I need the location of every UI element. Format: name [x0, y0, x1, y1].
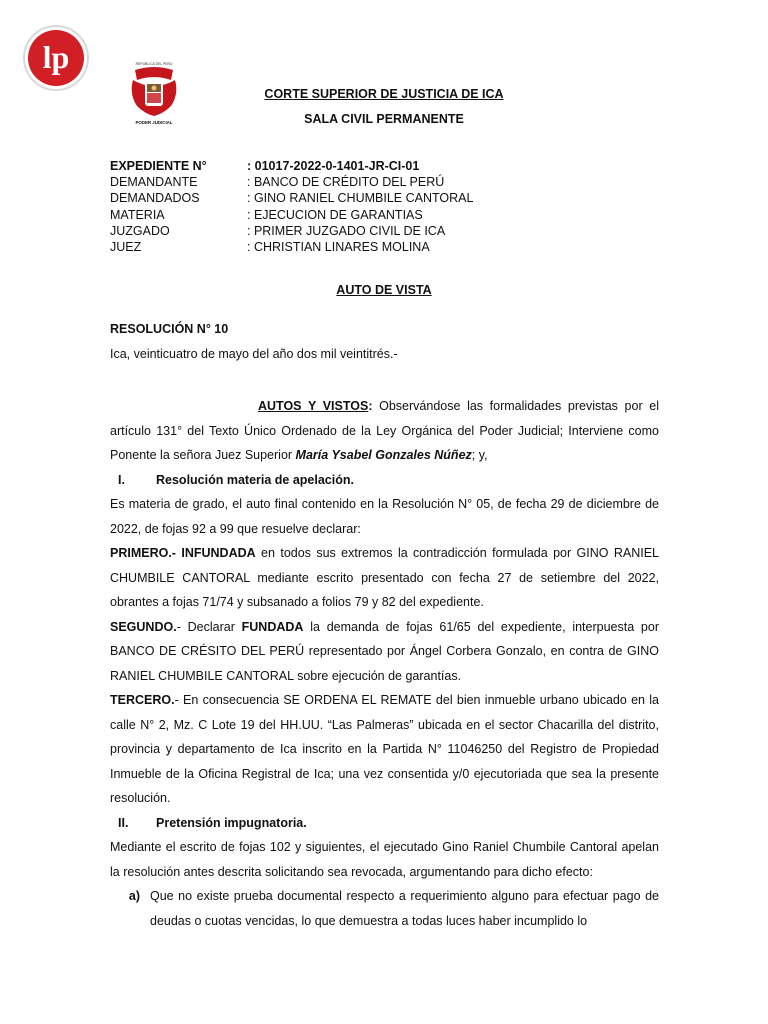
lp-logo-icon	[22, 24, 90, 92]
list-item-a: a) Que no existe prueba documental respecto a requerimiento alguno para efectuar pago de deudas o cuotas vencidas, lo que demuestra a todas luces haber incumplido lo	[128, 889, 659, 928]
section-heading-1: I. Resolución materia de apelación.	[118, 472, 354, 487]
chamber-title: SALA CIVIL PERMANENTE	[304, 112, 464, 126]
section1-paragraph: Es materia de grado, el auto final contenido en la Resolución N° 05, de fecha 29 de diciembre de 2022, de fojas 92 a 99 que resuelve declarar:	[110, 497, 659, 536]
section2-paragraph: Mediante el escrito de fojas 102 y siguientes, el ejecutado Gino Raniel Chumbile Cantoral apelan la resolución antes descrita solicitando sea revocada, argumentando para dicho efecto:	[110, 840, 659, 879]
auto-title: AUTO DE VISTA	[336, 283, 432, 297]
meta-row-demandados: DEMANDADOS : GINO RANIEL CHUMBILE CANTORAL	[110, 191, 474, 206]
autos-paragraph: AUTOS Y VISTOS: Observándose las formalidades previstas por el artículo 131° del Texto Único Ordenado de la Ley Orgánica del Poder Judicial; Interviene como Ponente la señora Juez Superior María Ysabel Gonzales Núñez; y,	[110, 399, 659, 462]
segundo-paragraph: SEGUNDO.- Declarar FUNDADA la demanda de fojas 61/65 del expediente, interpuesta por BANCO DE CRÉSITO DEL PERÚ representado por Ángel Corbera Gonzalo, en contra de GINO RANIEL CHUMBILE CANTORAL sobre ejecución de garantías.	[110, 619, 659, 683]
meta-row-juez: JUEZ : CHRISTIAN LINARES MOLINA	[110, 240, 430, 255]
meta-row-juzgado: JUZGADO : PRIMER JUZGADO CIVIL DE ICA	[110, 223, 446, 238]
meta-row-materia: MATERIA : EJECUCION DE GARANTIAS	[110, 207, 423, 222]
resolution-number: RESOLUCIÓN N° 10	[110, 322, 229, 336]
court-title: CORTE SUPERIOR DE JUSTICIA DE ICA	[264, 87, 504, 101]
meta-row-expediente: EXPEDIENTE N° : 01017-2022-0-1401-JR-CI-01	[110, 159, 420, 173]
primero-paragraph: PRIMERO.- INFUNDADA en todos sus extremos la contradicción formulada por GINO RANIEL CHUMBILE CANTORAL mediante escrito presentado con fecha 27 de setiembre del 2022, obrantes a fojas 71/74 y subsanado a folios 79 y 82 del expediente.	[110, 546, 660, 609]
svg-text:PODER JUDICIAL: PODER JUDICIAL	[135, 120, 173, 125]
case-metadata	[110, 158, 473, 255]
date-line: Ica, veinticuatro de mayo del año dos mil veintitrés.-	[110, 347, 398, 361]
section-heading-2: II. Pretensión impugnatoria.	[118, 815, 307, 830]
svg-text:lp: lp	[42, 39, 70, 75]
tercero-paragraph: TERCERO.- En consecuencia SE ORDENA EL REMATE del bien inmueble urbano ubicado en la calle N° 2, Mz. C Lote 19 del HH.UU. “Las Palmeras” ubicada en el sector Chacarilla del distrito, provincia y departamento de Ica inscrito en la Partida N° 11046250 del Registro de Propiedad Inmueble de la Oficina Registral de Ica; una vez consentida y/0 ejecutoriada que sea la presente resolución.	[110, 693, 659, 805]
svg-text:REPÚBLICA DEL PERÚ: REPÚBLICA DEL PERÚ	[135, 62, 173, 66]
document-body	[110, 394, 659, 933]
meta-row-demandante: DEMANDANTE : BANCO DE CRÉDITO DEL PERÚ	[110, 175, 445, 190]
